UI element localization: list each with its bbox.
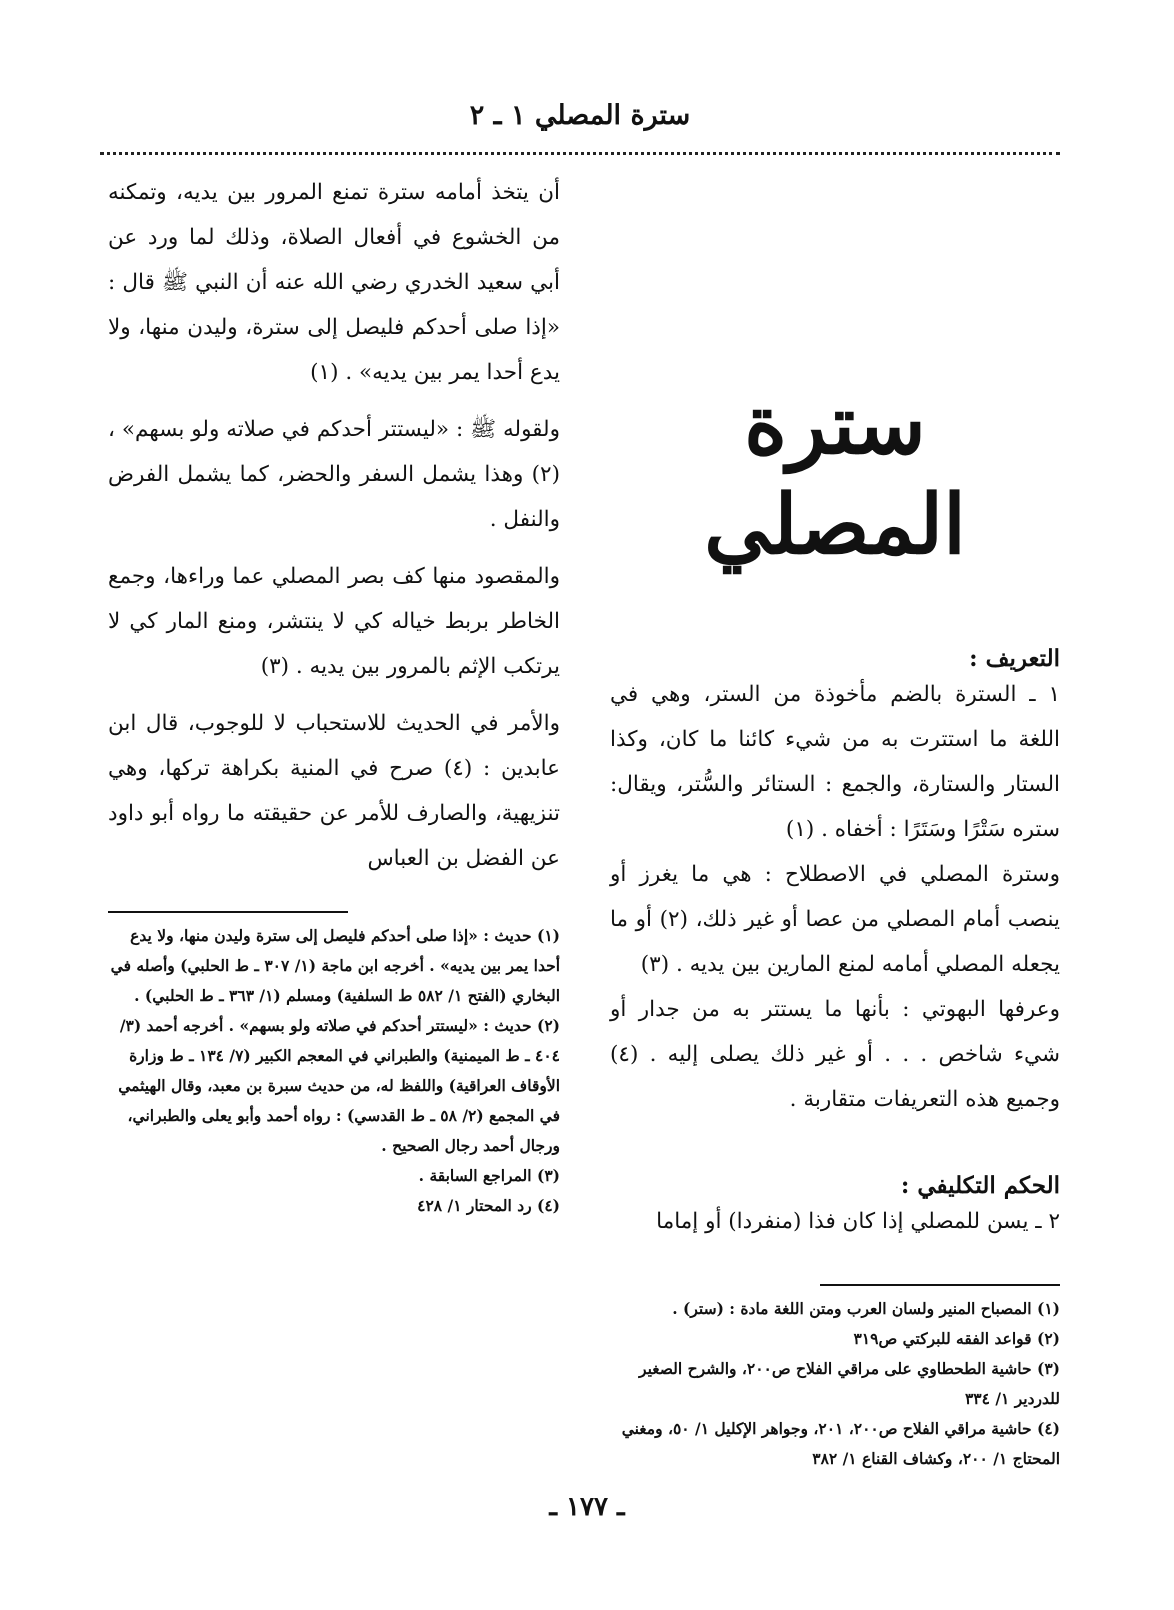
header-dotted-rule <box>100 152 1060 155</box>
footnote: (٢) حديث : «ليستتر أحدكم في صلاته ولو بسهم» . أخرجه أحمد (٣/ ٤٠٤ ـ ط الميمنية) والطبراني في المعجم الكبير (٧/ ١٣٤ ـ ط وزارة الأوقاف العراقية) واللفظ له، من حديث سبرة بن معبد، وقال الهيثمي في المجمع (٢/ ٥٨ ـ ط القدسي) : رواه أحمد وأبو يعلى والطبراني، ورجال أحمد رجال الصحيح . <box>118 1016 560 1155</box>
footnote: (٣) المراجع السابقة . <box>418 1166 560 1185</box>
footnote: (٤) رد المحتار ١/ ٤٢٨ <box>417 1196 560 1215</box>
definition-paragraph-2: وسترة المصلي في الاصطلاح : هي ما يغرز أو ينصب أمام المصلي من عصا أو غير ذلك، (٢) أو ما يجعله المصلي أمامه لمنع المارين بين يديه . (٣) <box>610 862 1060 977</box>
right-column <box>610 170 1060 1474</box>
definition-heading: التعريف : <box>969 645 1060 672</box>
ruling-heading: الحكم التكليفي : <box>900 1172 1060 1199</box>
footnote: (١) المصباح المنير ولسان العرب ومتن اللغة مادة : (ستر) . <box>672 1299 1060 1318</box>
body-paragraph-2: ولقوله ﷺ : «ليستتر أحدكم في صلاته ولو بسهم» ، (٢) وهذا يشمل السفر والحضر، كما يشمل الفرض والنفل . <box>108 417 560 532</box>
definition-paragraph-1: ١ ـ السترة بالضم مأخوذة من الستر، وهي في اللغة ما استترت به من شيء كائنا ما كان، وكذا الستار والستارة، والجمع : الستائر والسُّتر، ويقال: ستره سَتْرًا وسَتَرًا : أخفاه . (١) <box>610 682 1060 842</box>
running-header: سترة المصلي ١ ـ ٢ <box>469 100 691 131</box>
footnote: (٤) حاشية مراقي الفلاح ص٢٠٠، ٢٠١، وجواهر الإكليل ١/ ٥٠، ومغني المحتاج ١/ ٢٠٠، وكشاف القناع ١/ ٣٨٢ <box>621 1419 1060 1468</box>
footnote: (١) حديث : «إذا صلى أحدكم فليصل إلى سترة وليدن منها، ولا يدع أحدا يمر بين يديه» . أخرجه ابن ماجة (١/ ٣٠٧ ـ ط الحلبي) وأصله في البخاري (الفتح ١/ ٥٨٢ ط السلفية) ومسلم (١/ ٣٦٣ ـ ط الحلبي) . <box>110 926 560 1005</box>
body-paragraph-4: والأمر في الحديث للاستحباب لا للوجوب، قال ابن عابدين : (٤) صرح في المنية بكراهة تركها، وهي تنزيهية، والصارف للأمر عن حقيقته ما رواه أبو داود عن الفضل بن العباس <box>108 711 560 871</box>
ruling-paragraph: ٢ ـ يسن للمصلي إذا كان فذا (منفردا) أو إماما <box>656 1209 1060 1234</box>
page-number: ـ ١٧٧ ـ <box>549 1492 625 1522</box>
definition-paragraph-3: وعرفها البهوتي : بأنها ما يستتر به من جدار أو شيء شاخص . . . أو غير ذلك يصلى إليه . (٤) وجميع هذه التعريفات متقاربة . <box>610 997 1060 1112</box>
left-column <box>108 170 560 1221</box>
article-title: سترة المصلي <box>704 377 966 573</box>
footnote: (٣) حاشية الطحطاوي على مراقي الفلاح ص٢٠٠، والشرح الصغير للدردير ١/ ٣٣٤ <box>639 1359 1060 1408</box>
body-paragraph-3: والمقصود منها كف بصر المصلي عما وراءها، وجمع الخاطر بربط خياله كي لا ينتشر، ومنع المار كي لا يرتكب الإثم بالمرور بين يديه . (٣) <box>108 564 560 679</box>
body-paragraph-1: أن يتخذ أمامه سترة تمنع المرور بين يديه، وتمكنه من الخشوع في أفعال الصلاة، وذلك لما ورد عن أبي سعيد الخدري رضي الله عنه أن النبي ﷺ قال : «إذا صلى أحدكم فليصل إلى سترة، وليدن منها، ولا يدع أحدا يمر بين يديه» . (١) <box>108 180 560 385</box>
footnote: (٢) قواعد الفقه للبركتي ص٣١٩ <box>853 1329 1060 1348</box>
